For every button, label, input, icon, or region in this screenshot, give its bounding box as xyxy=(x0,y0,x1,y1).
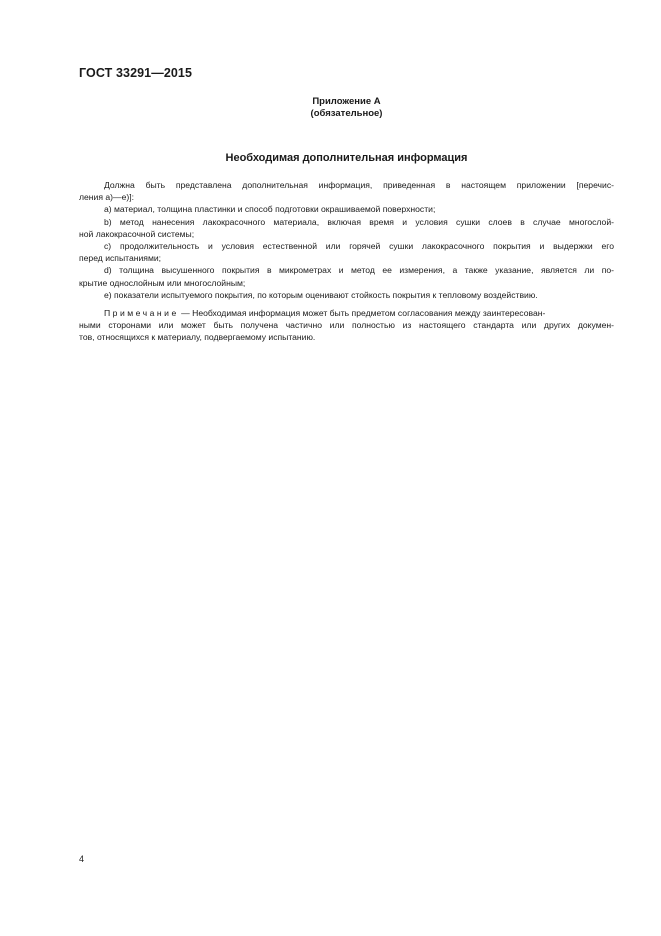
item-c-line-1: c) продолжительность и условия естественной или горячей сушки лакокрасочного покрытия и выдержки его xyxy=(104,241,614,252)
annex-label: Приложение А xyxy=(312,96,381,107)
annex-body xyxy=(79,179,614,344)
annex-status: (обязательное) xyxy=(310,108,383,119)
note-line-1 xyxy=(79,307,614,319)
document-id: ГОСТ 33291—2015 xyxy=(79,66,193,80)
intro-line-2: ления а)—е)]: xyxy=(79,192,135,203)
note xyxy=(79,307,614,344)
note-line-2: ными сторонами или может быть получена частично или полностью из настоящего стандарта или других докумен- xyxy=(79,320,614,331)
annex-heading xyxy=(79,96,614,120)
item-b-line-1: b) метод нанесения лакокрасочного материала, включая время и условия сушки слоев в случае многослой- xyxy=(104,216,614,227)
item-c-line-2: перед испытаниями; xyxy=(79,253,162,264)
item-a: а) материал, толщина пластинки и способ подготовки окрашиваемой поверхности; xyxy=(104,204,436,215)
note-label: Примечание xyxy=(104,308,179,319)
annex-title: Необходимая дополнительная информация xyxy=(225,152,468,164)
intro-line-1: Должна быть представлена дополнительная информация, приведенная в настоящем приложении [перечис- xyxy=(104,180,614,190)
item-e: е) показатели испытуемого покрытия, по которым оценивают стойкость покрытия к тепловому воздействию. xyxy=(104,289,538,300)
item-d-line-1: d) толщина высушенного покрытия в микрометрах и метод ее измерения, а также указание, является ли по- xyxy=(104,265,614,276)
page-number: 4 xyxy=(79,854,85,864)
note-line-3: тов, относящихся к материалу, подвергаемому испытанию. xyxy=(79,332,316,343)
note-line-1-text: — Необходимая информация может быть предметом согласования между заинтересован- xyxy=(178,308,546,319)
item-b-line-2: ной лакокрасочной системы; xyxy=(79,228,195,239)
item-d-line-2: крытие однослойным или многослойным; xyxy=(79,277,246,288)
